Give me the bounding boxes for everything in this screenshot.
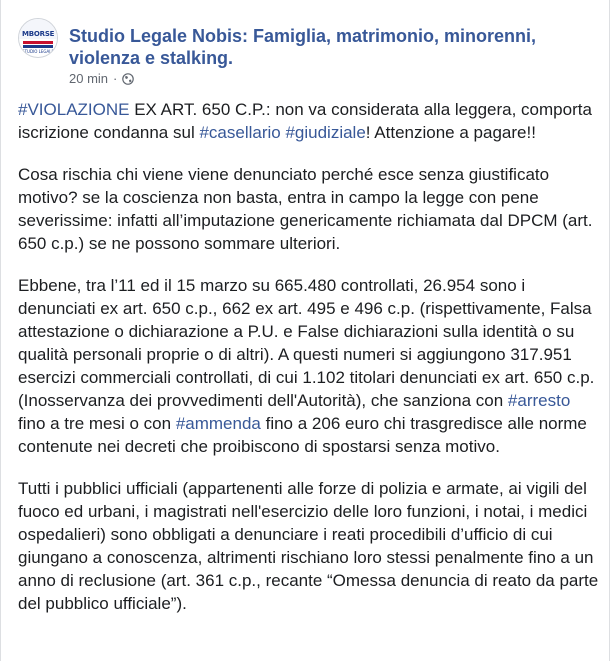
paragraph-3-text-b: fino a tre mesi o con — [18, 414, 176, 433]
avatar-logo-text: MBORSE — [22, 30, 55, 38]
paragraph-3 — [18, 274, 602, 458]
paragraph-3-text-c: fino a 206 euro chi trasgredisce alle norme contenute nei decreti che proibiscono di spostarsi senza motivo. — [18, 414, 587, 456]
post-body — [18, 98, 602, 634]
paragraph-3-text-a: Ebbene, tra l’11 ed il 15 marzo su 665.480 controllati, 26.954 sono i denunciati ex art. 650 c.p., 662 ex art. 495 e 496 c.p. (rispettivamente, Falsa attestazione o dichiarazione a P.U. e False dichiarazioni sulla identità o su qualità personali proprie o di altri). A questi numeri si aggiungono 317.951 esercizi commerciali controllati, di cui 1.102 titolari denunciati ex art. 650 c.p. (Inosservanza dei provvedimenti dell'Autorità), che sanziona con — [18, 276, 595, 410]
hashtag-giudiziale[interactable]: #giudiziale — [285, 123, 366, 142]
paragraph-4: Tutti i pubblici ufficiali (appartenenti alle forze di polizia e armate, ai vigili del fuoco ed urbani, i magistrati nell'esercizio delle loro funzioni, i notai, i medici ospedalieri) sono obbligati a denunciare i reati procedibili d’ufficio di cui giungano a conoscenza, altrimenti rischiano loro stessi penalmente fino a un anno di reclusione (art. 361 c.p., recante “Omessa denuncia di reato da parte del pubblico ufficiale”). — [18, 479, 599, 613]
avatar-blue-band — [23, 45, 53, 48]
hashtag-violazione[interactable]: #VIOLAZIONE — [18, 100, 130, 119]
avatar-red-band — [23, 41, 53, 44]
hashtag-casellario[interactable]: #casellario — [199, 123, 281, 142]
paragraph-1-text-a: EX ART. 650 C.P.: non va considerata alla leggera, comporta iscrizione condanna sul — [18, 100, 592, 142]
globe-icon[interactable] — [122, 73, 134, 85]
post-timestamp[interactable]: 20 min — [69, 71, 109, 86]
page-name-link[interactable]: Studio Legale Nobis: Famiglia, matrimonio, minorenni, violenza e stalking. — [69, 26, 537, 68]
hashtag-arresto[interactable]: #arresto — [507, 391, 571, 410]
avatar[interactable] — [18, 18, 58, 58]
meta-separator: · — [113, 71, 118, 86]
paragraph-1 — [18, 98, 602, 144]
hashtag-ammenda[interactable]: #ammenda — [175, 414, 261, 433]
paragraph-2: Cosa rischia chi viene viene denunciato perché esce senza giustificato motivo? se la coscienza non basta, entra in campo la legge con pene severissime: infatti all’imputazione genericamente richiamata dal DPCM (art. 650 c.p.) se ne possono sommare ulteriori. — [18, 165, 593, 253]
avatar-subtext: STUDIO LEGALE — [22, 49, 54, 54]
post-meta — [69, 71, 134, 87]
paragraph-1-text-b: ! Attenzione a pagare!! — [365, 123, 536, 142]
